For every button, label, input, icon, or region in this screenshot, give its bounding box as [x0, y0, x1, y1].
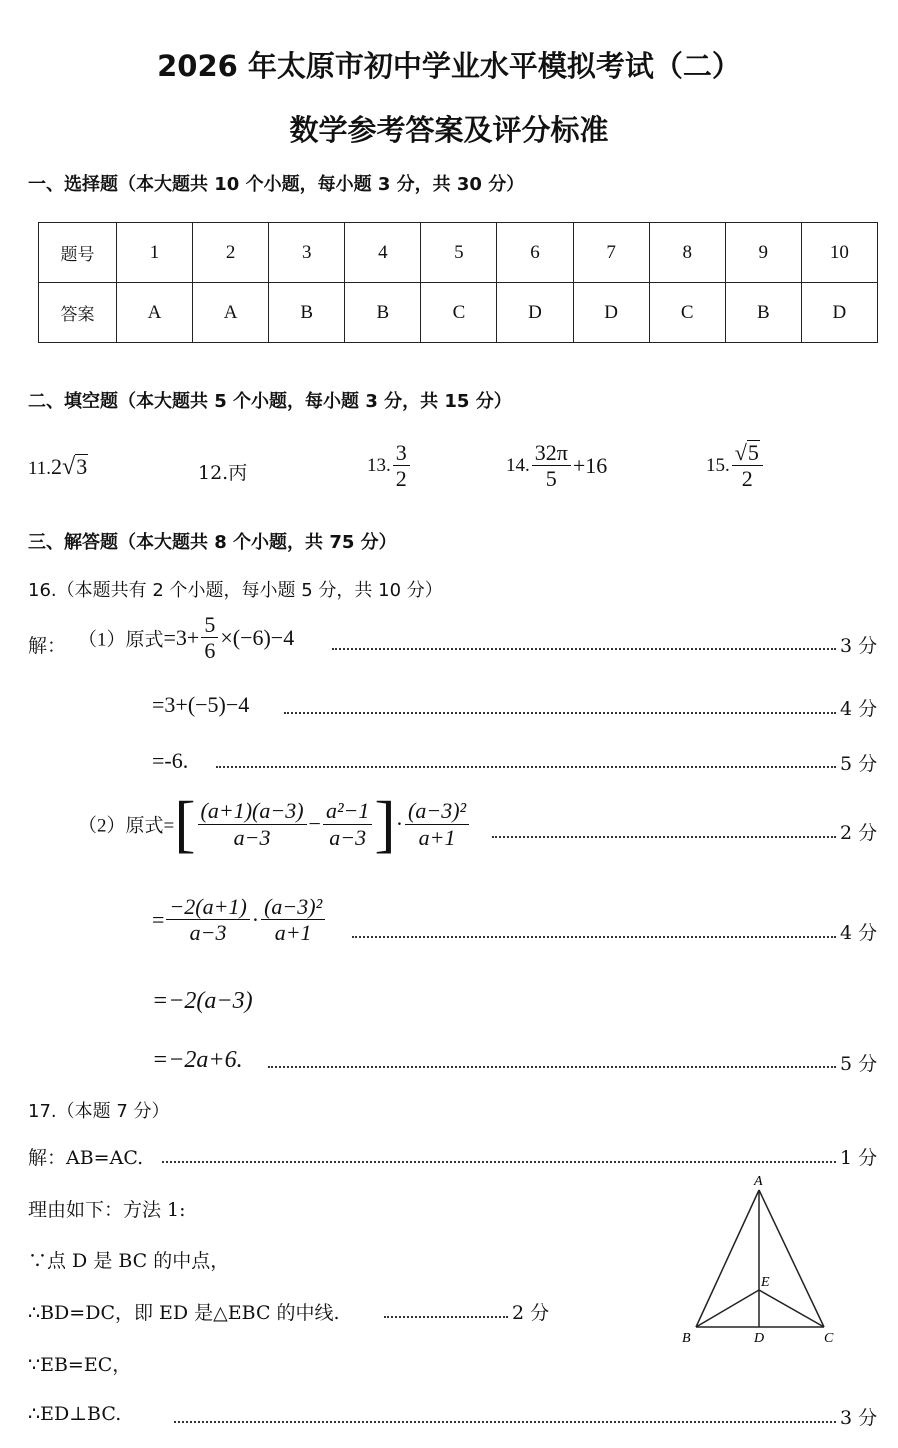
q17-line4: ∴BD=DC，即 ED 是△EBC 的中线.: [28, 1302, 340, 1324]
answer-14: 14. $\frac{32\pi}{5}$ +16: [506, 440, 608, 492]
edge-AB: [696, 1190, 759, 1327]
q16-part2-line1: （2）原式=[ $\frac{(a+1)(a-3)}{a-3}$ − $\frac{\text{a²−1}}{a-3}$ ]· $\frac{\text{(a−3)²}}{a+1}$: [78, 792, 471, 856]
score: 4 分: [840, 698, 878, 720]
q16-part2-line3: =−2(a−3): [152, 988, 253, 1014]
section2-heading: 二、填空题（本大题共 5 个小题，每小题 3 分，共 15 分）: [28, 391, 512, 412]
question-number: 6: [497, 223, 573, 283]
score: 1 分: [840, 1147, 878, 1169]
label-B: B: [682, 1331, 691, 1346]
question-number: 10: [801, 223, 877, 283]
row-label-question: 题号: [39, 223, 117, 283]
section1-heading: 一、选择题（本大题共 10 个小题，每小题 3 分，共 30 分）: [28, 174, 525, 195]
segment-EB: [696, 1290, 759, 1327]
label-E: E: [761, 1275, 770, 1290]
dot-leader: [268, 1066, 836, 1068]
score: 3 分: [840, 1407, 878, 1429]
answer-cell: A: [117, 283, 193, 343]
q17-line5: ∵EB=EC，: [28, 1354, 132, 1376]
score: 2 分: [512, 1302, 550, 1324]
question-number: 7: [573, 223, 649, 283]
answer-key-subtitle: 数学参考答案及评分标准: [289, 113, 609, 147]
triangle-figure: [672, 1172, 842, 1362]
answer-cell: B: [269, 283, 345, 343]
question-number: 8: [649, 223, 725, 283]
question-number: 3: [269, 223, 345, 283]
edge-AC: [759, 1190, 824, 1327]
dot-leader: [174, 1421, 836, 1423]
answer-cell: C: [649, 283, 725, 343]
answer-cell: D: [573, 283, 649, 343]
dot-leader: [384, 1316, 508, 1318]
score: 5 分: [840, 753, 878, 775]
question-number: 4: [345, 223, 421, 283]
answer-12: 12.丙: [198, 462, 248, 484]
multiple-choice-answer-table: [38, 222, 878, 343]
question-number: 9: [725, 223, 801, 283]
question-number: 5: [421, 223, 497, 283]
q16-part1-line3: =-6.: [152, 748, 189, 773]
q17-heading: 17.（本题 7 分）: [28, 1101, 170, 1122]
score: 4 分: [840, 922, 878, 944]
dot-leader: [332, 648, 836, 650]
answer-cell: B: [345, 283, 421, 343]
q16-heading: 16.（本题共有 2 个小题，每小题 5 分，共 10 分）: [28, 580, 443, 601]
answer-cell: D: [801, 283, 877, 343]
answer-11: 11.2√3: [28, 454, 88, 480]
section3-heading: 三、解答题（本大题共 8 个小题，共 75 分）: [28, 532, 397, 553]
score: 5 分: [840, 1053, 878, 1075]
q16-part1-line1: （1）原式=3+ $\frac{5}{6}$ ×(−6)−4: [78, 612, 295, 664]
score: 2 分: [840, 822, 878, 844]
answer-15: 15. $\frac{√5}{2}$: [706, 440, 765, 492]
dot-leader: [284, 712, 836, 714]
label-D: D: [754, 1331, 765, 1346]
q17-line1: 解：AB=AC.: [28, 1147, 144, 1169]
q16-part1-line2: =3+(−5)−4: [152, 692, 250, 717]
q17-line6: ∴ED⊥BC.: [28, 1403, 122, 1425]
answer-row: [39, 283, 878, 343]
question-number: 2: [193, 223, 269, 283]
row-label-answer: 答案: [39, 283, 117, 343]
question-number-row: [39, 223, 878, 283]
dot-leader: [216, 766, 836, 768]
answer-cell: D: [497, 283, 573, 343]
segment-EC: [759, 1290, 824, 1327]
solution-label: 解：: [28, 635, 67, 657]
q16-part2-line2: = $\frac{-2(a+1)}{a-3}$ · $\frac{\text{(a−3)²}}{a+1}$: [152, 894, 327, 946]
q17-line2: 理由如下：方法 1:: [28, 1199, 186, 1221]
q16-part2-line4: =−2a+6.: [152, 1047, 243, 1073]
answer-cell: A: [193, 283, 269, 343]
answer-cell: B: [725, 283, 801, 343]
dot-leader: [162, 1161, 836, 1163]
answer-13: 13. $\frac{3}{2}$: [367, 440, 412, 492]
score: 3 分: [840, 635, 878, 657]
q17-line3: ∵点 D 是 BC 的中点，: [28, 1250, 230, 1272]
label-C: C: [824, 1331, 834, 1346]
label-A: A: [754, 1174, 763, 1189]
dot-leader: [352, 936, 836, 938]
dot-leader: [492, 836, 836, 838]
exam-title: 2026 年太原市初中学业水平模拟考试（二）: [157, 49, 741, 83]
answer-cell: C: [421, 283, 497, 343]
question-number: 1: [117, 223, 193, 283]
